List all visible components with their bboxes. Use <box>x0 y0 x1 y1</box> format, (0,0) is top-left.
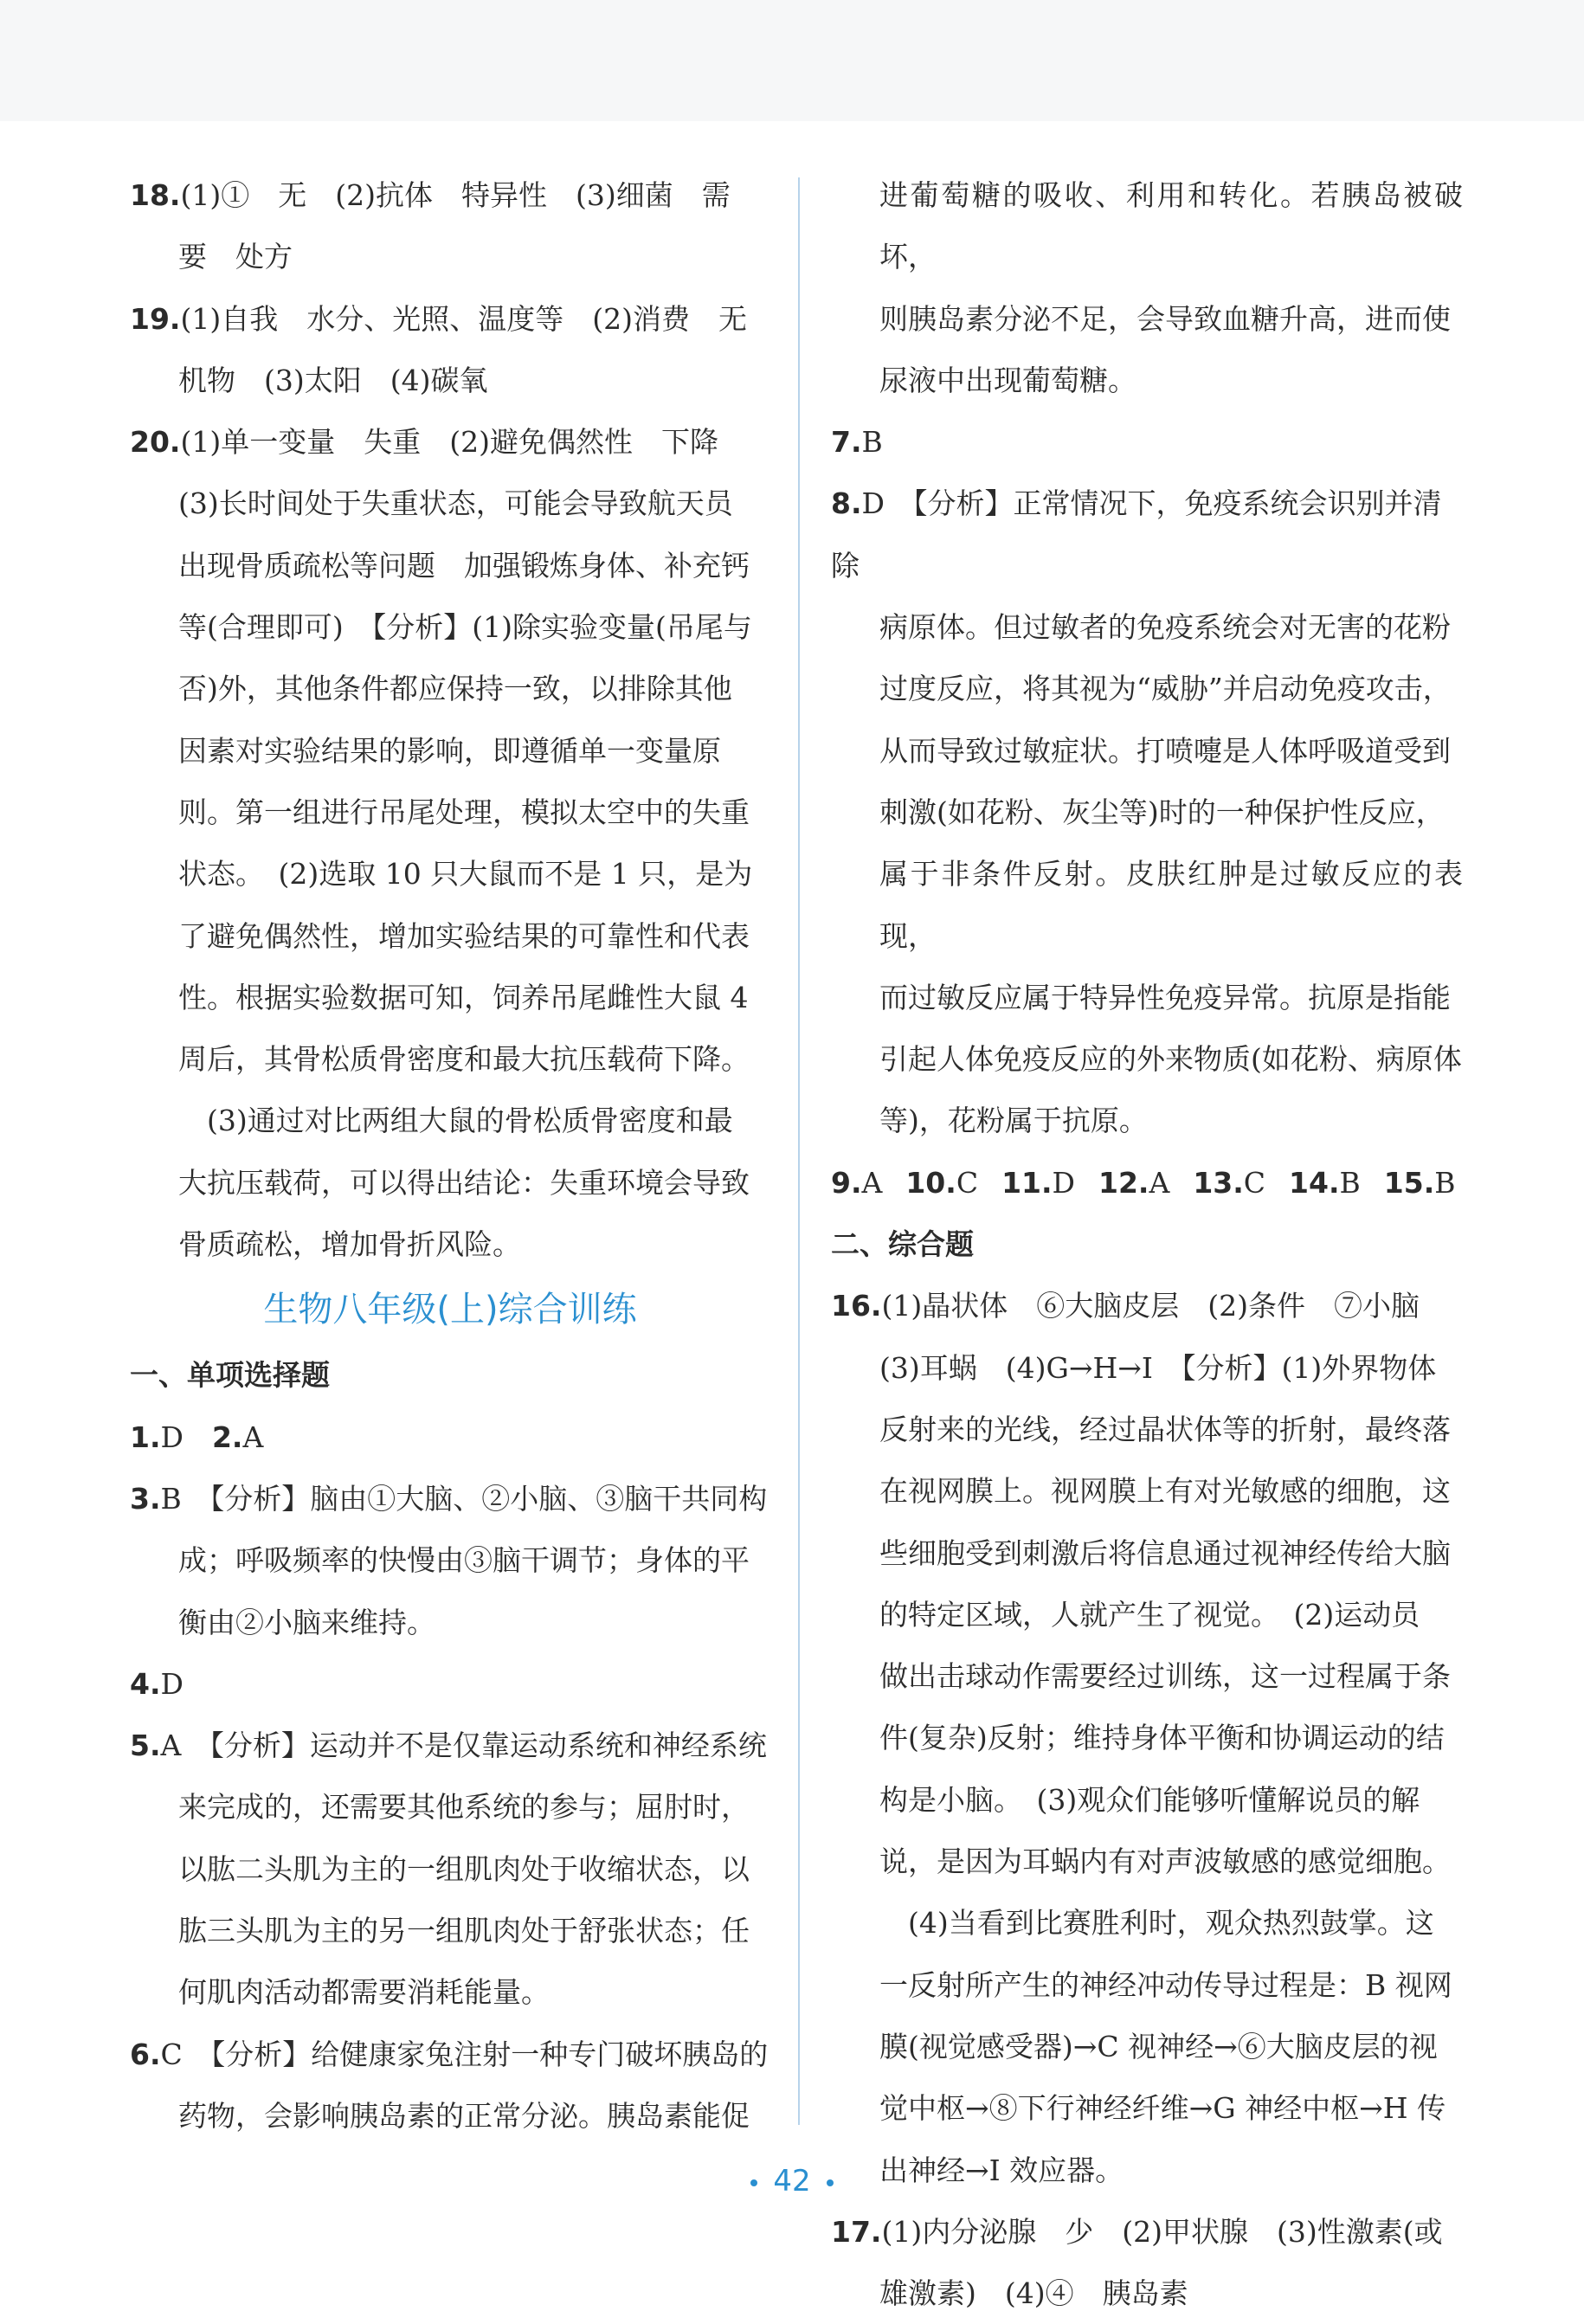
section-heading: 生物八年级(上)综合训练 <box>263 1290 637 1330</box>
question-7 <box>831 411 1463 473</box>
answer-line: 雄激素) (4)④ 胰岛素 <box>879 2276 1188 2311</box>
right-column <box>831 164 1463 2324</box>
page-number-text: 42 <box>773 2164 811 2198</box>
question-number: 8. <box>831 486 862 521</box>
question-20-analysis <box>130 473 770 1275</box>
text-line: 因素对实验结果的影响，即遵循单一变量原 <box>178 733 721 768</box>
text-line: 则胰岛素分泌不足，会导致血糖升高，进而使 <box>879 301 1451 336</box>
page-number <box>0 2164 1584 2198</box>
answer: C <box>956 1165 979 1200</box>
text-line: 等(合理即可) 【分析】(1)除实验变量(吊尾与 <box>178 610 752 645</box>
question-number: 20. <box>130 425 181 460</box>
question-19 <box>130 288 770 350</box>
question-18 <box>130 164 770 226</box>
text-line: 以肱二头肌为主的一组肌肉处于收缩状态，以 <box>178 1851 750 1886</box>
answer-line: 成；呼吸频率的快慢由③脑干调节；身体的平 <box>178 1543 750 1578</box>
text-line: 过度反应，将其视为“威胁”并启动免疫攻击， <box>879 672 1452 706</box>
text-line: 等)，花粉属于抗原。 <box>879 1104 1148 1138</box>
text-line: 一反射所产生的神经冲动传导过程是：B 视网 <box>879 1967 1452 2002</box>
answer-line: 要 处方 <box>178 240 293 274</box>
question-20 <box>130 411 770 473</box>
answer-line: 药物，会影响胰岛素的正常分泌。胰岛素能促 <box>178 2098 750 2133</box>
text-line: 否)外，其他条件都应保持一致，以排除其他 <box>178 672 732 706</box>
answer: C <box>1243 1165 1266 1200</box>
answer: A <box>861 1165 883 1200</box>
text-line: 刺激(如花粉、灰尘等)时的一种保护性反应， <box>879 795 1445 829</box>
question-8 <box>831 473 1463 596</box>
question-number: 6. <box>130 2037 161 2071</box>
answer-line: D 【分析】正常情况下，免疫系统会识别并清除 <box>831 486 1442 583</box>
text-line: 大抗压载荷，可以得出结论：失重环境会导致 <box>178 1165 750 1200</box>
text-line: 病原体。但过敏者的免疫系统会对无害的花粉 <box>879 610 1451 645</box>
text-line: 觉中枢→⑧下行神经纤维→G 神经中枢→H 传 <box>879 2091 1446 2126</box>
left-column <box>130 164 770 2147</box>
text-line: 何肌肉活动都需要消耗能量。 <box>178 1975 550 2010</box>
text-line: 属于非条件反射。皮肤红肿是过敏反应的表现， <box>879 857 1463 953</box>
question-number: 19. <box>130 301 181 336</box>
bullet-dot-icon <box>750 2179 757 2186</box>
text-line: 件(复杂)反射；维持身体平衡和协调运动的结 <box>879 1721 1445 1755</box>
text-line: (3)通过对比两组大鼠的骨松质骨密度和最 <box>178 1104 733 1138</box>
answers-1-2 <box>130 1407 770 1468</box>
question-number: 18. <box>130 178 181 212</box>
question-number: 15. <box>1383 1165 1435 1200</box>
question-number: 5. <box>130 1729 161 1763</box>
question-number: 3. <box>130 1481 161 1516</box>
answer: A <box>1149 1165 1170 1200</box>
text-line: 反射来的光线，经过晶状体等的折射，最终落 <box>879 1412 1451 1446</box>
text-line: 构是小脑。 (3)观众们能够听懂解说员的解 <box>879 1782 1420 1817</box>
text-line: 说，是因为耳蜗内有对声波敏感的感觉细胞。 <box>879 1844 1451 1879</box>
text-line: 尿液中出现葡萄糖。 <box>879 363 1136 397</box>
answer-line: B 【分析】脑由①大脑、②小脑、③脑干共同构 <box>160 1481 768 1516</box>
answer-line: 机物 (3)太阳 (4)碳氧 <box>178 363 488 397</box>
question-number: 16. <box>831 1289 882 1323</box>
question-number: 17. <box>831 2214 882 2249</box>
text-line: 肱三头肌为主的另一组肌肉处于舒张状态；任 <box>178 1914 750 1948</box>
question-number: 9. <box>831 1165 862 1200</box>
answer: B <box>861 425 883 460</box>
text-line: 而过敏反应属于特异性免疫异常。抗原是指能 <box>879 980 1451 1014</box>
answer-line: (1)① 无 (2)抗体 特异性 (3)细菌 需 <box>180 178 731 212</box>
question-number: 2. <box>211 1420 243 1454</box>
question-number: 12. <box>1098 1165 1149 1200</box>
answer: D <box>1052 1165 1075 1200</box>
question-6 <box>130 2024 770 2085</box>
text-line: 的特定区域，人就产生了视觉。 (2)运动员 <box>879 1597 1420 1632</box>
text-line: 膜(视觉感受器)→C 视神经→⑥大脑皮层的视 <box>879 2029 1438 2063</box>
question-5-analysis <box>130 1776 770 2023</box>
answer-line: (1)单一变量 失重 (2)避免偶然性 下降 <box>180 425 718 460</box>
text-line: (3)长时间处于失重状态，可能会导致航天员 <box>178 486 733 521</box>
bullet-dot-icon <box>827 2179 834 2186</box>
question-number: 7. <box>831 425 862 460</box>
text-line: (3)耳蜗 (4)G→H→I 【分析】(1)外界物体 <box>879 1350 1437 1385</box>
column-divider <box>798 177 800 2125</box>
question-17 <box>831 2201 1463 2263</box>
text-line: 了避免偶然性，增加实验结果的可靠性和代表 <box>178 918 750 953</box>
text-line: (4)当看到比赛胜利时，观众热烈鼓掌。这 <box>879 1906 1434 1941</box>
answer-line: 衡由②小脑来维持。 <box>178 1605 435 1639</box>
question-4 <box>130 1653 770 1715</box>
question-16 <box>831 1275 1463 1336</box>
answer-line: C 【分析】给健康家兔注射一种专门破坏胰岛的 <box>160 2037 769 2071</box>
text-line: 则。第一组进行吊尾处理，模拟太空中的失重 <box>178 795 750 829</box>
question-3 <box>130 1468 770 1529</box>
text-line: 在视网膜上。视网膜上有对光敏感的细胞，这 <box>879 1474 1451 1509</box>
answer: B <box>1434 1165 1456 1200</box>
answer-line: (1)内分泌腺 少 (2)甲状腺 (3)性激素(或 <box>881 2214 1443 2249</box>
section-title: 一、单项选择题 <box>130 1358 330 1393</box>
question-number: 14. <box>1289 1165 1340 1200</box>
answer-line: (1)自我 水分、光照、温度等 (2)消费 无 <box>180 301 747 336</box>
question-number: 1. <box>130 1420 161 1454</box>
text-line: 骨质疏松，增加骨折风险。 <box>178 1227 521 1262</box>
text-line: 出现骨质疏松等问题 加强锻炼身体、补充钙 <box>178 548 750 583</box>
text-line: 从而导致过敏症状。打喷嚏是人体呼吸道受到 <box>879 733 1451 768</box>
section-title: 二、综合题 <box>831 1227 974 1262</box>
text-line: 出神经→I 效应器。 <box>879 2153 1124 2187</box>
answers-9-15 <box>831 1152 1463 1214</box>
question-5 <box>130 1715 770 1776</box>
text-line: 周后，其骨松质骨密度和最大抗压载荷下降。 <box>178 1042 750 1077</box>
text-line: 些细胞受到刺激后将信息通过视神经传给大脑 <box>879 1535 1451 1570</box>
answer: D <box>160 1666 184 1701</box>
question-8-analysis <box>831 596 1463 1152</box>
question-number: 10. <box>905 1165 956 1200</box>
answer: A <box>242 1420 264 1454</box>
answer: B <box>1339 1165 1361 1200</box>
text-line: 来完成的，还需要其他系统的参与；屈肘时， <box>178 1790 750 1825</box>
answer-line: (1)晶状体 ⑥大脑皮层 (2)条件 ⑦小脑 <box>881 1289 1420 1323</box>
text-line: 状态。 (2)选取 10 只大鼠而不是 1 只，是为 <box>178 857 753 892</box>
text-line: 引起人体免疫反应的外来物质(如花粉、病原体 <box>879 1042 1462 1077</box>
question-6-continued <box>831 164 1463 411</box>
question-number: 4. <box>130 1666 161 1701</box>
text-line: 性。根据实验数据可知，饲养吊尾雌性大鼠 4 <box>178 980 749 1014</box>
text-line: 做出击球动作需要经过训练，这一过程属于条 <box>879 1659 1451 1694</box>
answer-line: A 【分析】运动并不是仅靠运动系统和神经系统 <box>160 1729 767 1763</box>
question-number: 11. <box>1001 1165 1053 1200</box>
question-16-analysis <box>831 1337 1463 2201</box>
top-band <box>0 0 1584 121</box>
text-line: 进葡萄糖的吸收、利用和转化。若胰岛被破坏， <box>879 178 1463 274</box>
answer: D <box>160 1420 184 1454</box>
question-number: 13. <box>1193 1165 1244 1200</box>
